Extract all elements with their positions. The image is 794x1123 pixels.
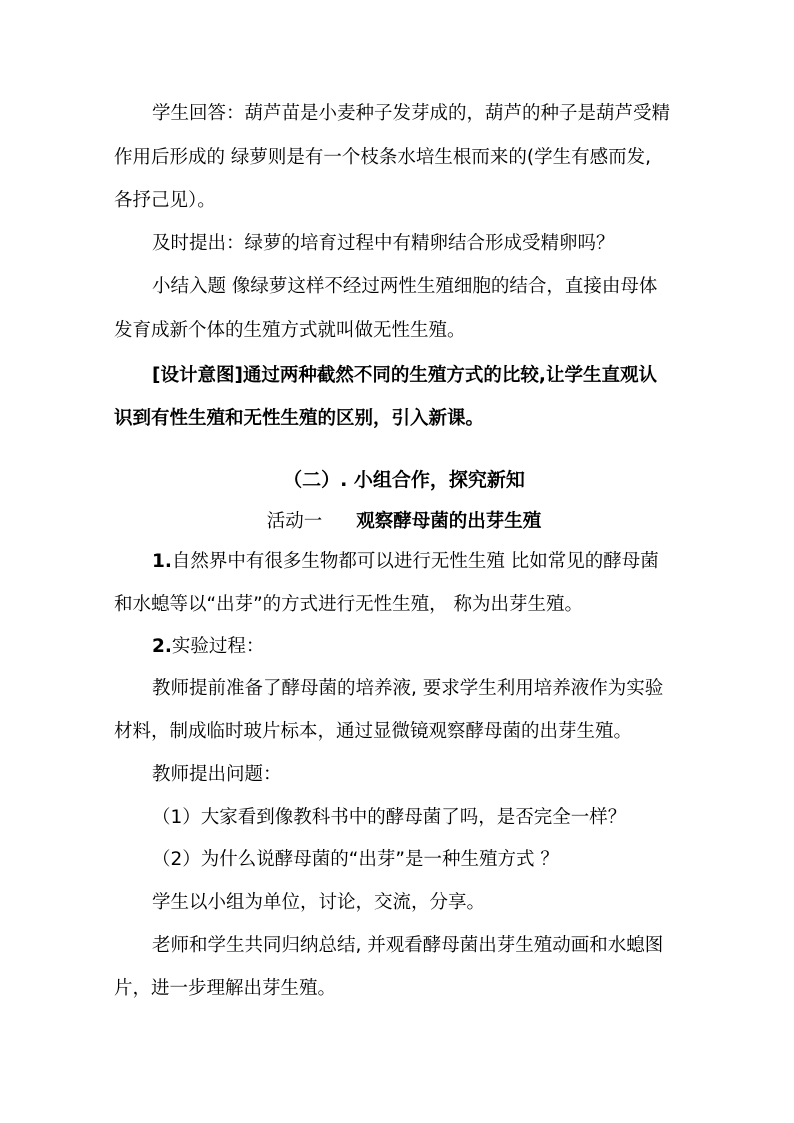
item-1-line-1 (152, 549, 694, 575)
activity-label: 活动一 (266, 511, 323, 532)
paragraph-timely-question: 及时提出：绿萝的培育过程中有精卵结合形成受精卵吗？ (152, 233, 615, 254)
item-1-number: 1. (152, 551, 172, 572)
paragraph-teacher-prep-line-1: 教师提前准备了酵母菌的培养液, 要求学生利用培养液作为实验 (152, 678, 664, 699)
design-intent-line-2: 识到有性生殖和无性生殖的区别，引入新课。 (114, 408, 485, 429)
design-intent-line-1: [设计意图]通过两种截然不同的生殖方式的比较,让学生直观认 (152, 365, 657, 386)
paragraph-summary-line-1: 小结入题 像绿萝这样不经过两性生殖细胞的结合，直接由母体 (152, 276, 658, 297)
section-heading: （二）. 小组合作，探究新知 (283, 469, 525, 491)
activity-heading (114, 509, 694, 535)
paragraph-student-answer-line-3: 各抒己见）。 (114, 190, 216, 211)
paragraph-conclusion-line-1: 老师和学生共同归纳总结, 并观看酵母菌出芽生殖动画和水螅图 (152, 935, 664, 956)
item-2-number: 2. (152, 636, 172, 657)
paragraph-student-answer-line-2: 作用后形成的 绿萝则是有一个枝条水培生根而来的(学生有感而发, (114, 147, 651, 168)
item-2 (152, 634, 694, 660)
item-1-text: 自然界中有很多生物都可以进行无性生殖 比如常见的酵母菌 (171, 551, 659, 572)
paragraph-summary-line-2: 发育成新个体的生殖方式就叫做无性生殖。 (114, 320, 466, 341)
item-1-line-2: 和水螅等以“出芽”的方式进行无性生殖， 称为出芽生殖。 (114, 594, 584, 615)
question-2: （2）为什么说酵母菌的“出芽”是一种生殖方式 ？ (152, 849, 559, 870)
item-2-text: 实验过程： (171, 636, 265, 657)
paragraph-teacher-prep-line-2: 材料，制成临时玻片标本，通过显微镜观察酵母菌的出芽生殖。 (114, 721, 633, 742)
paragraph-student-answer-line-1: 学生回答：葫芦苗是小麦种子发芽成的，葫芦的种子是葫芦受精 (152, 103, 671, 124)
paragraph-teacher-asks: 教师提出问题： (152, 764, 282, 785)
activity-title: 观察酵母菌的出芽生殖 (356, 511, 542, 532)
question-1: （1）大家看到像教科书中的酵母菌了吗，是否完全一样？ (152, 807, 627, 828)
paragraph-group-discussion: 学生以小组为单位，讨论，交流，分享。 (152, 892, 486, 913)
paragraph-conclusion-line-2: 片，进一步理解出芽生殖。 (114, 978, 337, 999)
